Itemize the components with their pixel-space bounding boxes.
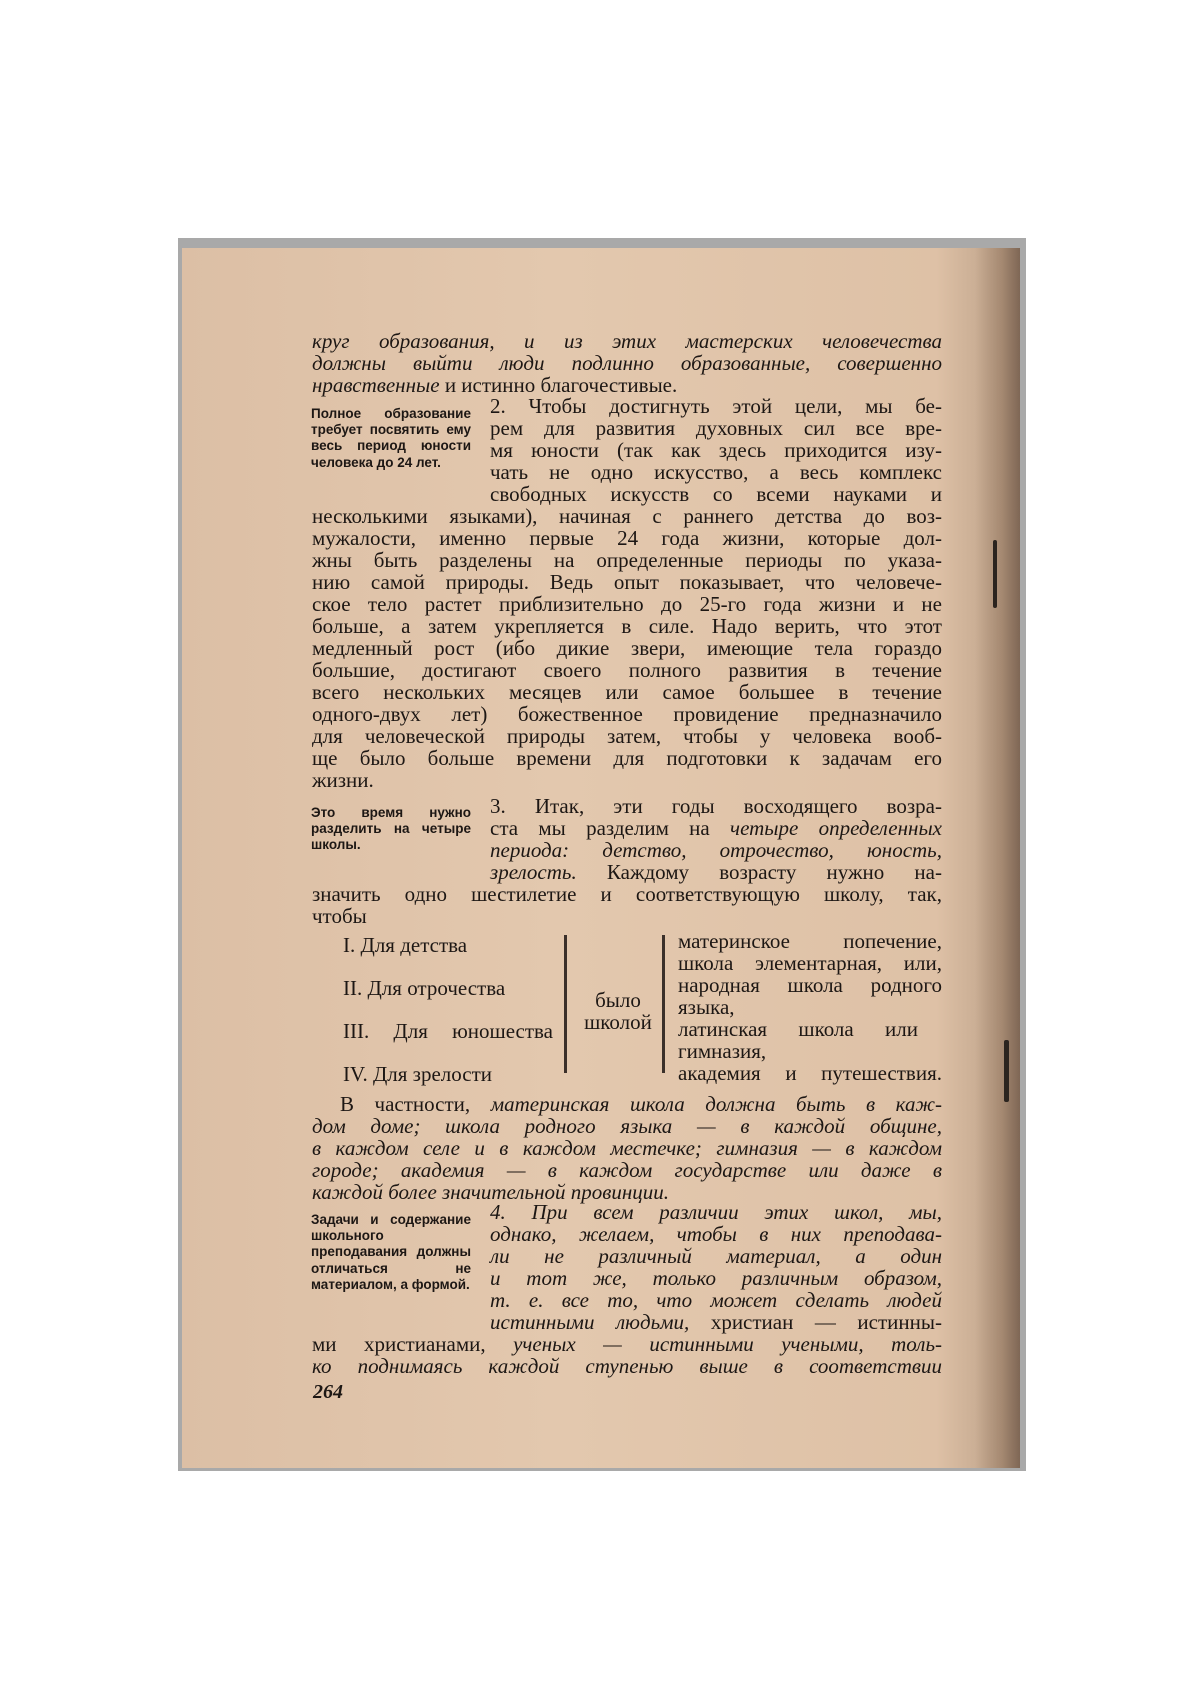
body-line: ста мы разделим на четыре определенных	[490, 816, 942, 840]
body-line: для человеческой природы затем, чтобы у человека вооб-	[312, 724, 942, 748]
brace-left	[564, 935, 567, 1073]
margin-note: Полное образование требует посвятить ему весь период юности человека до 24 лет.	[311, 406, 471, 470]
middle-label: было	[595, 988, 641, 1012]
middle-label: школой	[584, 1010, 652, 1034]
body-line: всего нескольких месяцев или самое большее в течение	[312, 680, 942, 704]
school-line: школа элементарная, или,	[678, 951, 942, 975]
body-line: мя юности (так как здесь приходится изу-	[490, 438, 942, 462]
body-line: ще было больше времени для подготовки к задачам его	[312, 746, 942, 770]
binding-mark	[993, 540, 997, 608]
body-line: ское тело растет приблизительно до 25-го года жизни и не	[312, 592, 942, 616]
school-line: гимназия,	[678, 1039, 767, 1063]
body-line: дом доме; школа родного языка — в каждой общине,	[312, 1114, 942, 1138]
body-line: чтобы	[312, 904, 367, 928]
period-row: III. Для юношества	[343, 1019, 553, 1043]
binding-mark	[1004, 1040, 1009, 1102]
body-line: истинными людьми, христиан — истинны-	[490, 1310, 942, 1334]
margin-note: Это время нужно разделить на четыре школы.	[311, 805, 471, 853]
page-spine-shadow	[975, 248, 1020, 1468]
body-line: должны выйти люди подлинно образованные, совершенно	[312, 351, 942, 375]
margin-note: Задачи и содержание школьного преподавания должны отличаться не материалом, а формой.	[311, 1212, 471, 1292]
body-line: большие, достигают своего полного развития в течение	[312, 658, 942, 682]
body-line: каждой более значительной провинции.	[312, 1180, 670, 1204]
body-line: несколькими языками), начиная с раннего детства до воз-	[312, 504, 942, 528]
body-line: жизни.	[312, 768, 374, 792]
body-line: нравственные и истинно благочестивые.	[312, 373, 678, 397]
body-line: зрелость. Каждому возрасту нужно на-	[490, 860, 942, 884]
body-line: и тот же, только различным образом,	[490, 1266, 942, 1290]
body-line: в каждом селе и в каждом местечке; гимназия — в каждом	[312, 1136, 942, 1160]
school-line: языка,	[678, 995, 735, 1019]
school-line: академия и путешествия.	[678, 1061, 942, 1085]
body-line: периода: детство, отрочество, юность,	[490, 838, 942, 862]
body-line: ми христианами, ученых — истинными учеными, толь-	[312, 1332, 942, 1356]
body-line: 3. Итак, эти годы восходящего возра-	[490, 794, 942, 818]
body-line: 2. Чтобы достигнуть этой цели, мы бе-	[490, 394, 942, 418]
body-line: 4. При всем различии этих школ, мы,	[490, 1200, 942, 1224]
body-line: т. е. все то, что может сделать людей	[490, 1288, 942, 1312]
body-line: В частности, материнская школа должна быть в каж-	[340, 1092, 942, 1116]
body-line: городе; академия — в каждом государстве или даже в	[312, 1158, 942, 1182]
page-number: 264	[313, 1381, 343, 1403]
school-line: народная школа родного	[678, 973, 942, 997]
body-line: нию самой природы. Ведь опыт показывает, что человече-	[312, 570, 942, 594]
body-line: ли не различный материал, а один	[490, 1244, 942, 1268]
brace-right	[662, 935, 665, 1073]
body-line: однако, желаем, чтобы в них преподава-	[490, 1222, 942, 1246]
body-line: одного-двух лет) божественное провидение предназначило	[312, 702, 942, 726]
body-line: рем для развития духовных сил все вре-	[490, 416, 942, 440]
body-line: мужалости, именно первые 24 года жизни, которые дол-	[312, 526, 942, 550]
body-line: чать не одно искусство, а весь комплекс	[490, 460, 942, 484]
period-row: IV. Для зрелости	[343, 1062, 493, 1086]
period-row: II. Для отрочества	[343, 976, 506, 1000]
body-line: значить одно шестилетие и соответствующую школу, так,	[312, 882, 942, 906]
period-row: I. Для детства	[343, 933, 468, 957]
body-line: медленный рост (ибо дикие звери, имеющие тела гораздо	[312, 636, 942, 660]
body-line: больше, а затем укрепляется в силе. Надо верить, что этот	[312, 614, 942, 638]
body-line: свободных искусств со всеми науками и	[490, 482, 942, 506]
school-line: латинская школа или	[678, 1017, 918, 1041]
body-line: ко поднимаясь каждой ступенью выше в соответствии	[312, 1354, 942, 1378]
body-line: круг образования, и из этих мастерских человечества	[312, 329, 942, 353]
school-line: материнское попечение,	[678, 929, 942, 953]
body-line: жны быть разделены на определенные периоды по указа-	[312, 548, 942, 572]
